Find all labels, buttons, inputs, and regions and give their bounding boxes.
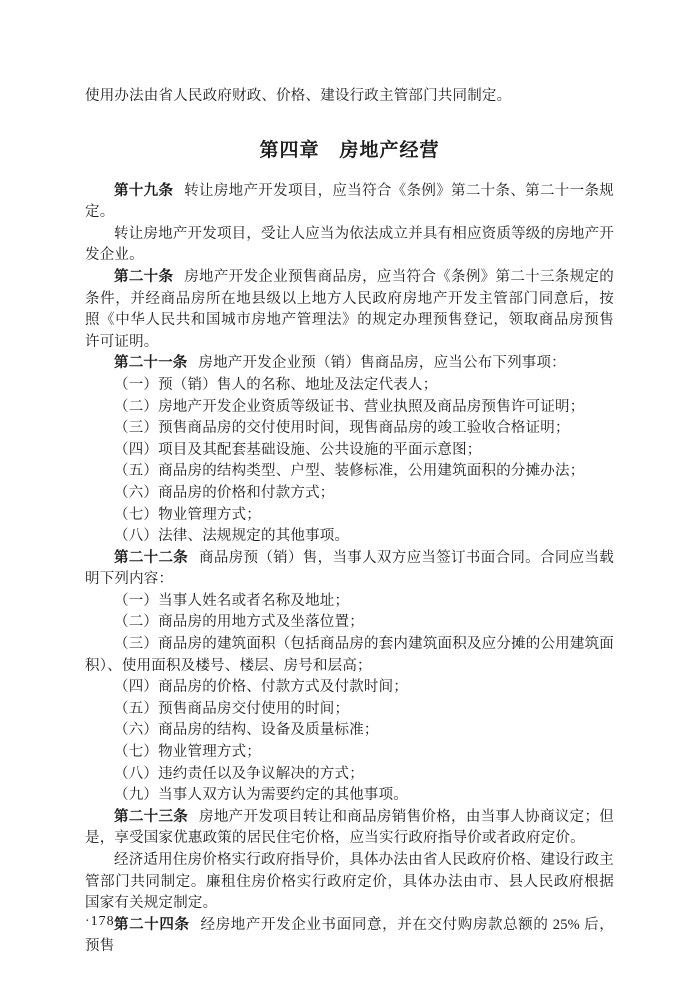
document-body — [85, 181, 614, 958]
paragraph — [85, 699, 614, 721]
article-label: 第二十四条 — [114, 916, 190, 933]
paragraph-text: 转让房地产开发项目，受让人应当为依法成立并具有相应资质等级的房地产开发企业。 — [85, 225, 614, 264]
paragraph — [85, 720, 614, 742]
article-label: 第二十二条 — [114, 549, 189, 566]
paragraph-text: （五）商品房的结构类型、户型、装修标准，公用建筑面积的分摊办法； — [114, 463, 585, 480]
paragraph-text: 房地产开发项目转让和商品房销售价格，由当事人协商议定；但是，享受国家优惠政策的居民住宅价格，应当实行政府指导价或者政府定价。 — [85, 808, 615, 847]
paragraph — [85, 267, 614, 353]
paragraph-text: （七）物业管理方式； — [114, 506, 261, 523]
paragraph-text: （八）违约责任以及争议解决的方式； — [114, 765, 364, 782]
paragraph — [85, 591, 614, 613]
paragraph — [85, 483, 614, 505]
paragraph-text: （四）项目及其配套基础设施、公共设施的平面示意图； — [114, 441, 482, 458]
paragraph — [85, 397, 614, 419]
page-number: ·178· — [85, 914, 121, 929]
paragraph-text: （九）当事人双方认为需要约定的其他事项。 — [114, 787, 408, 804]
paragraph — [85, 440, 614, 462]
paragraph-text: 转让房地产开发项目，应当符合《条例》第二十条、第二十一条规定。 — [85, 182, 614, 221]
paragraph — [85, 612, 614, 634]
paragraph — [85, 850, 614, 915]
paragraph-text: （二）商品房的用地方式及坐落位置； — [114, 614, 364, 631]
article-label: 第二十条 — [114, 268, 174, 285]
paragraph-text: （六）商品房的结构、设备及质量标准； — [114, 722, 379, 739]
paragraph — [85, 785, 614, 807]
paragraph-text: 房地产开发企业预售商品房，应当符合《条例》第二十三条规定的条件，并经商品房所在地县级以上地方人民政府房地产开发主管部门同意后，按照《中华人民共和国城市房地产管理法》的规定办理预售登记，领取商品房预售许可证明。 — [85, 268, 614, 350]
paragraph-text: （一）预（销）售人的名称、地址及法定代表人； — [114, 376, 438, 393]
paragraph-text: （二）房地产开发企业资质等级证书、营业执照及商品房预售许可证明； — [114, 398, 585, 415]
paragraph — [85, 807, 614, 850]
paragraph — [85, 915, 614, 958]
paragraph-text: 商品房预（销）售，当事人双方应当签订书面合同。合同应当载明下列内容： — [85, 549, 615, 588]
paragraph-text: （四）商品房的价格、付款方式及付款时间； — [114, 679, 408, 696]
article-label: 第十九条 — [114, 182, 174, 199]
paragraph-text: （一）当事人姓名或者名称及地址； — [114, 592, 350, 609]
paragraph-text: 经房地产开发企业书面同意，并在交付购房款总额的 25% 后，预售 — [85, 916, 615, 955]
paragraph-text: （六）商品房的价格和付款方式； — [114, 484, 335, 501]
paragraph-text: （三）商品房的建筑面积（包括商品房的套内建筑面积及应分摊的公用建筑面积）、使用面积及楼号、楼层、房号和层高； — [85, 636, 614, 674]
article-label: 第二十三条 — [114, 808, 189, 825]
paragraph-text: （八）法律、法规规定的其他事项。 — [114, 528, 350, 545]
paragraph — [85, 353, 614, 375]
paragraph — [85, 548, 614, 591]
paragraph-text: （五）预售商品房交付使用的时间； — [114, 700, 350, 717]
paragraph-text: （七）物业管理方式； — [114, 744, 261, 761]
paragraph-text: （三）预售商品房的交付使用时间，现售商品房的竣工验收合格证明； — [114, 420, 570, 437]
paragraph — [85, 677, 614, 699]
paragraph-text: 经济适用住房价格实行政府指导价，具体办法由省人民政府价格、建设行政主管部门共同制定。廉租住房价格实行政府定价，具体办法由市、县人民政府根据国家有关规定制定。 — [85, 852, 614, 912]
paragraph — [85, 375, 614, 397]
paragraph — [85, 634, 614, 677]
paragraph — [85, 764, 614, 786]
paragraph — [85, 418, 614, 440]
paragraph — [85, 742, 614, 764]
paragraph — [85, 224, 614, 267]
paragraph-text: 房地产开发企业预（销）售商品房，应当公布下列事项： — [198, 355, 566, 372]
paragraph — [85, 505, 614, 527]
article-label: 第二十一条 — [114, 355, 188, 372]
paragraph — [85, 526, 614, 548]
chapter-title: 第四章 房地产经营 — [259, 139, 440, 161]
leading-paragraph: 使用办法由省人民政府财政、价格、建设行政主管部门共同制定。 — [85, 88, 512, 104]
paragraph — [85, 181, 614, 224]
paragraph — [85, 461, 614, 483]
